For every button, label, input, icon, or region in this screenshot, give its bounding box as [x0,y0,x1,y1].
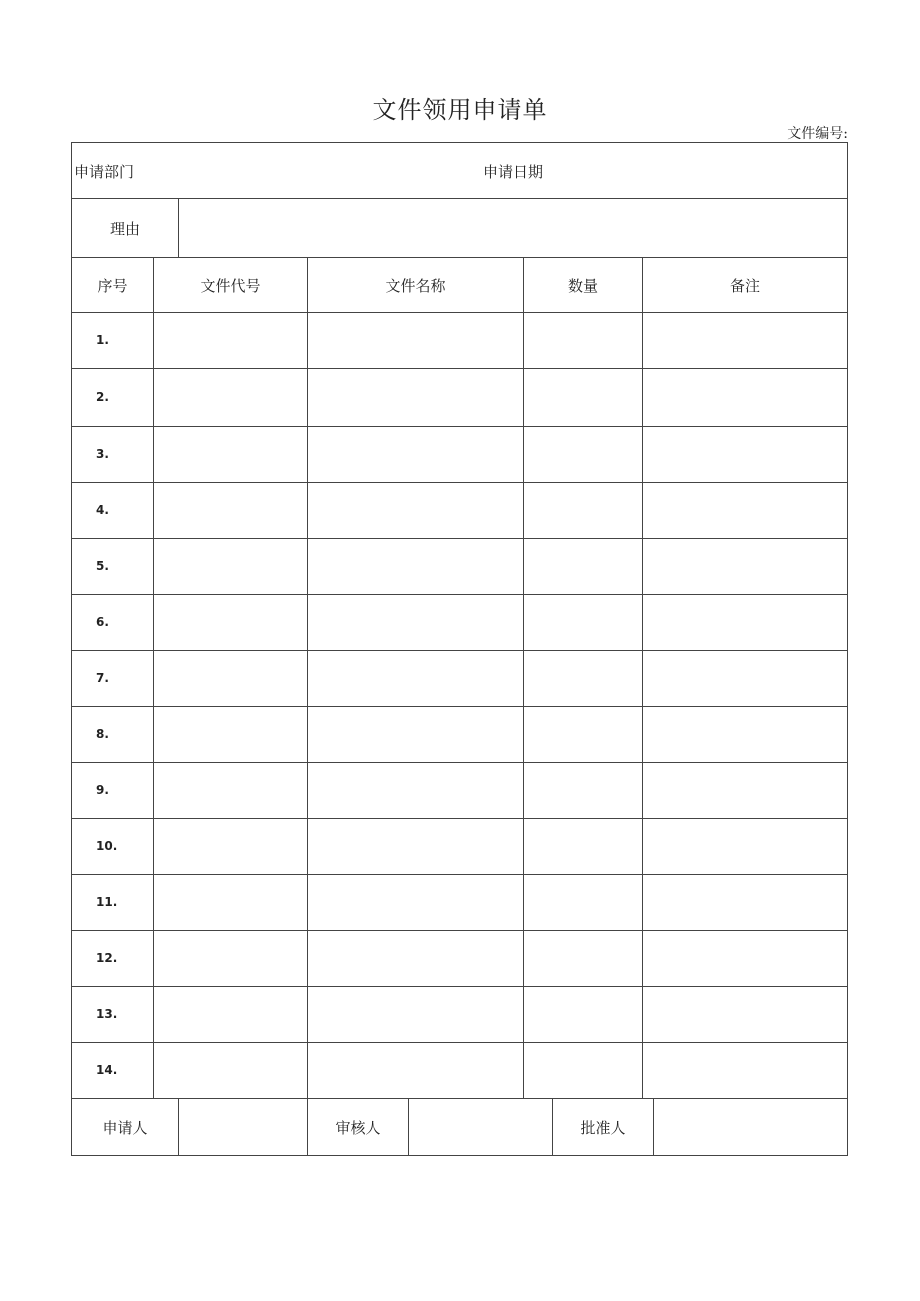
department-label: 申请部门 [74,162,135,181]
column-divider [523,257,524,1098]
date-label: 申请日期 [483,162,544,181]
row-divider [71,312,848,313]
row-divider [71,650,848,651]
applicant-field[interactable] [179,1099,307,1155]
row-divider [71,426,848,427]
column-divider [307,257,308,1098]
row-number: 11. [96,895,118,909]
column-divider [642,257,643,1098]
row-number: 7. [96,671,109,685]
form-title: 文件领用申请单 [372,96,548,124]
row-divider [71,762,848,763]
row-number: 4. [96,503,109,517]
row-number: 13. [96,1007,118,1021]
row-divider [71,1042,848,1043]
applicant-label: 申请人 [102,1118,148,1137]
row-divider [71,482,848,483]
row-number: 14. [96,1063,118,1077]
reason-field[interactable] [179,199,847,257]
row-number: 8. [96,727,109,741]
column-header-code: 文件代号 [200,277,261,295]
row-divider [71,538,848,539]
approver-label: 批准人 [580,1118,626,1137]
approver-field[interactable] [654,1099,847,1155]
row-number: 12. [96,951,118,965]
reason-label: 理由 [109,219,140,238]
row-number: 1. [96,333,109,347]
row-number: 3. [96,447,109,461]
reviewer-label: 审核人 [335,1118,381,1137]
row-number: 2. [96,390,109,404]
column-header-quantity: 数量 [567,277,598,295]
row-divider [71,818,848,819]
reviewer-field[interactable] [409,1099,552,1155]
row-divider [71,986,848,987]
column-divider [153,257,154,1098]
row-number: 10. [96,839,118,853]
row-number: 6. [96,615,109,629]
column-header-name: 文件名称 [385,277,446,295]
column-header-remarks: 备注 [729,277,760,295]
column-header-index: 序号 [97,277,128,295]
row-divider [71,874,848,875]
row-divider [71,706,848,707]
row-number: 5. [96,559,109,573]
row-number: 9. [96,783,109,797]
row-divider [71,930,848,931]
row-divider [71,594,848,595]
row-divider [71,368,848,369]
document-number-label: 文件编号: [787,126,848,142]
